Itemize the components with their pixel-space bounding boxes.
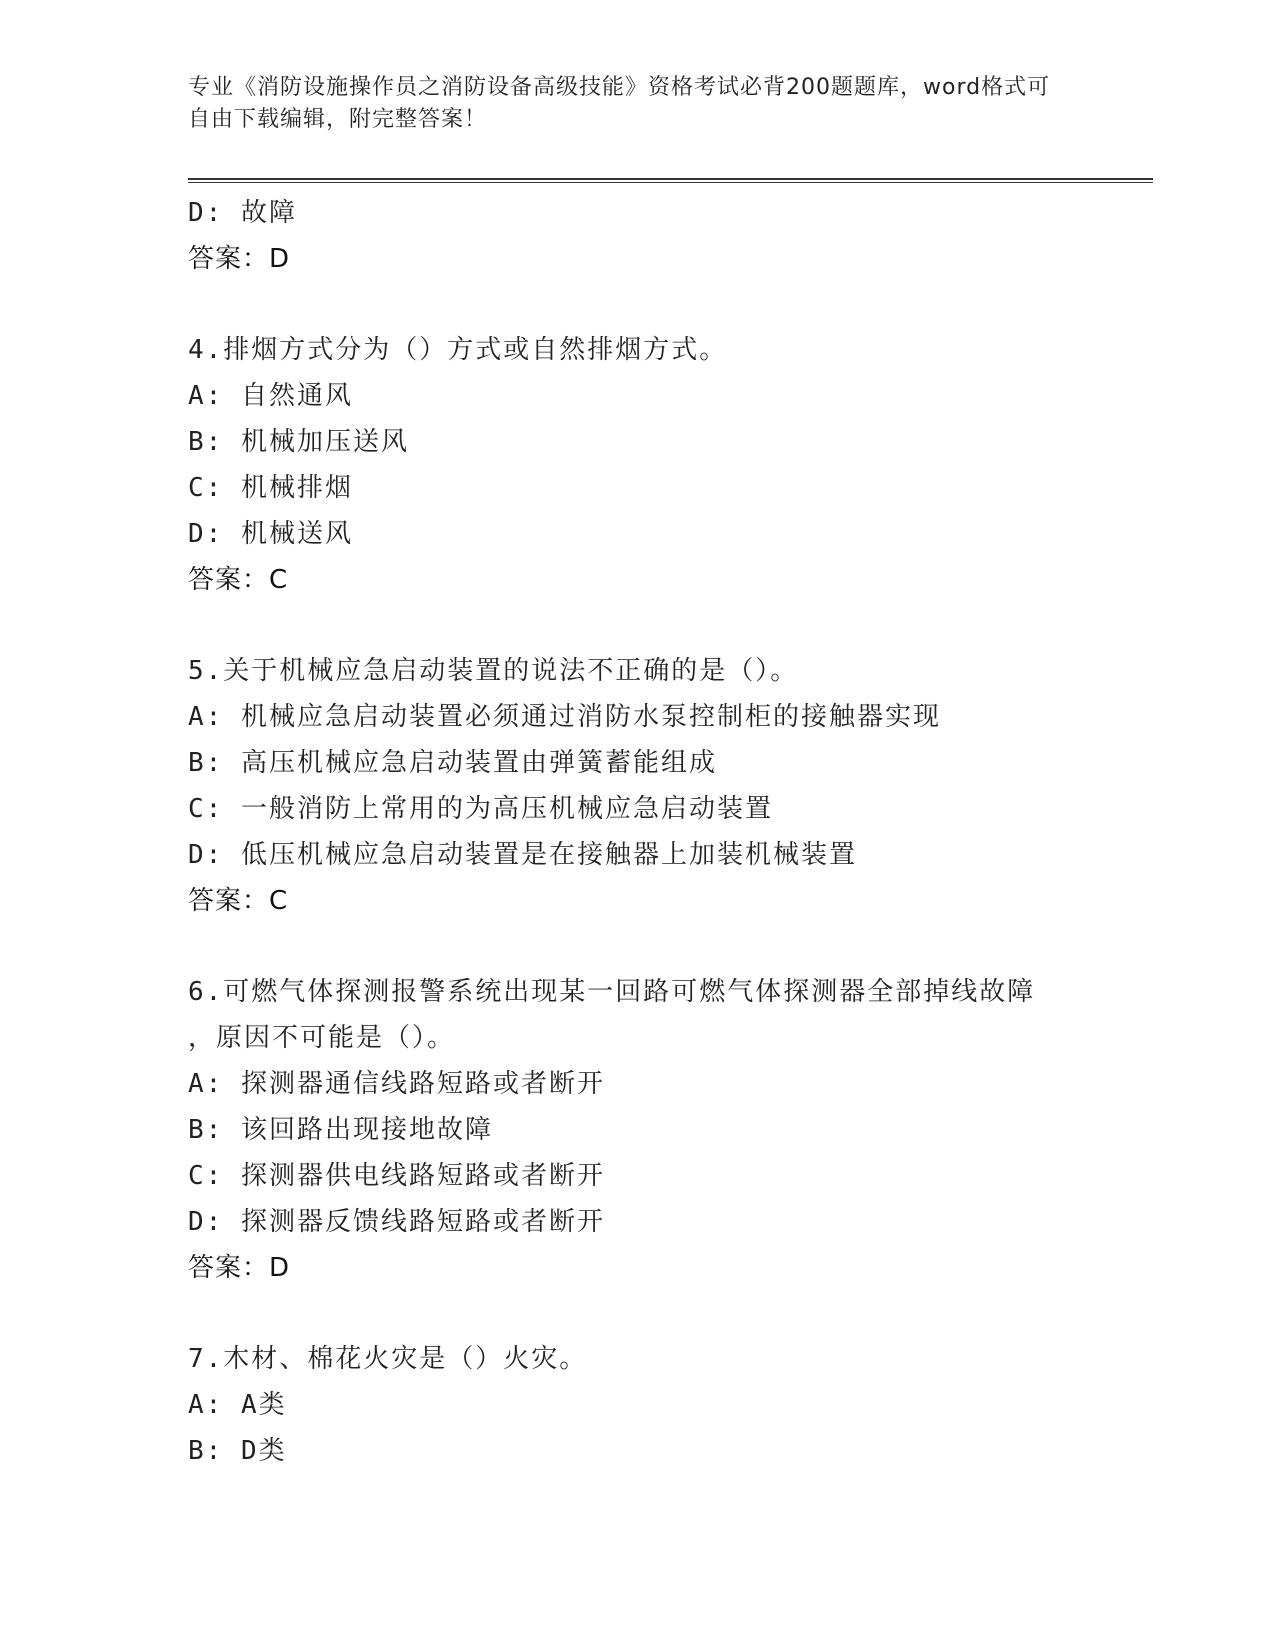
spacer	[188, 924, 1088, 969]
answer-line: 答案：C	[188, 886, 289, 916]
question-stem: 5.关于机械应急启动装置的说法不正确的是（）。	[188, 656, 799, 686]
option-b: B: 机械加压送风	[188, 427, 409, 457]
spacer	[188, 603, 1088, 648]
option-d: D: 机械送风	[188, 519, 353, 549]
question-6	[188, 969, 1088, 1291]
question-4	[188, 327, 1088, 603]
option-a: A: 机械应急启动装置必须通过消防水泵控制柜的接触器实现	[188, 702, 941, 732]
option-a: A: 自然通风	[188, 381, 353, 411]
document-body	[188, 190, 1088, 1474]
option-c: C: 机械排烟	[188, 473, 353, 503]
option-b: B: D类	[188, 1436, 287, 1466]
question-stem: 6.可燃气体探测报警系统出现某一回路可燃气体探测器全部掉线故障	[188, 977, 1036, 1007]
answer-line: 答案：D	[188, 244, 291, 274]
option-d: D: 故障	[188, 198, 297, 228]
option-d: D: 低压机械应急启动装置是在接触器上加装机械装置	[188, 840, 857, 870]
spacer	[188, 282, 1088, 327]
option-d: D: 探测器反馈线路短路或者断开	[188, 1207, 605, 1237]
question-5	[188, 648, 1088, 924]
option-b: B: 该回路出现接地故障	[188, 1115, 493, 1145]
option-a: A: 探测器通信线路短路或者断开	[188, 1069, 605, 1099]
question-stem: 7.木材、棉花火灾是（）火灾。	[188, 1344, 588, 1374]
option-c: C: 探测器供电线路短路或者断开	[188, 1161, 605, 1191]
question-7	[188, 1336, 1088, 1474]
header-divider	[188, 178, 1153, 183]
question-stem: 4.排烟方式分为（）方式或自然排烟方式。	[188, 335, 728, 365]
spacer	[188, 1291, 1088, 1336]
answer-line: 答案：C	[188, 565, 289, 595]
answer-line: 答案：D	[188, 1253, 291, 1283]
option-a: A: A类	[188, 1390, 287, 1420]
document-header: 专业《消防设施操作员之消防设备高级技能》资格考试必背200题题库，word格式可自由下载编辑，附完整答案！	[188, 75, 1051, 132]
option-c: C: 一般消防上常用的为高压机械应急启动装置	[188, 794, 773, 824]
option-b: B: 高压机械应急启动装置由弹簧蓄能组成	[188, 748, 717, 778]
question-stem-continued: ，原因不可能是（）。	[188, 1023, 456, 1053]
